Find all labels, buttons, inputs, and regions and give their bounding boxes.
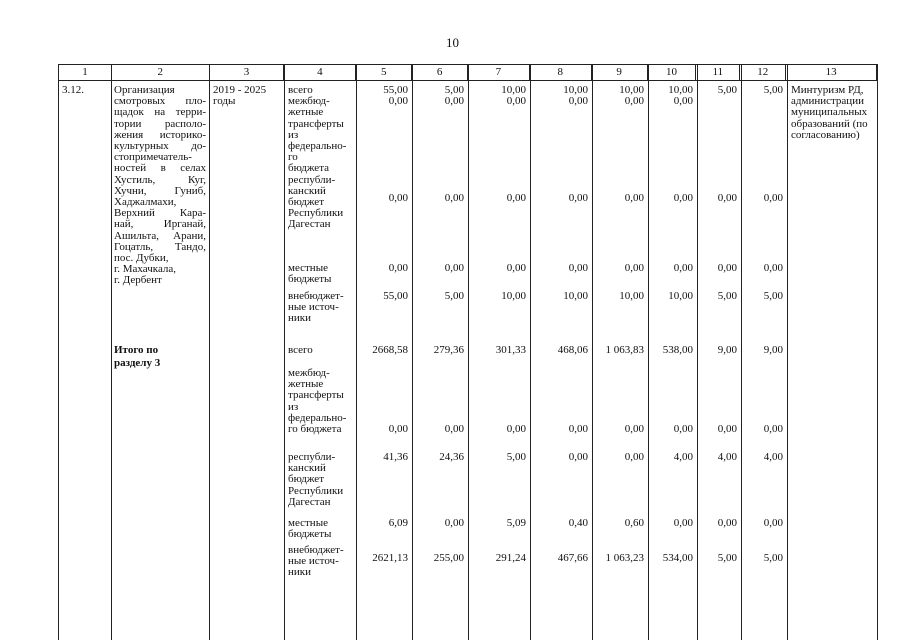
- total-value-cell: 41,36: [383, 451, 408, 463]
- row312-value-cell: 10,00: [501, 84, 526, 96]
- row312-value-cell: 5,00: [444, 84, 464, 96]
- measure-name-line: Организация: [114, 84, 175, 96]
- responsible-line: муниципальных: [791, 106, 868, 119]
- total-value-cell: 2668,58: [372, 344, 408, 356]
- total-label: Итого по: [114, 344, 159, 356]
- total-value-cell: 467,66: [557, 552, 588, 564]
- column-divider: [58, 64, 59, 640]
- total-source-label: бюджеты: [288, 528, 332, 541]
- total-source-label: трансферты: [288, 389, 344, 402]
- header-cell-6: 6: [412, 65, 468, 80]
- measure-name-line: пос. Дубки,: [114, 252, 169, 264]
- row312-value-cell: 0,00: [763, 192, 783, 204]
- header-cell-3: 3: [210, 65, 285, 80]
- measure-name-line: Ашильта, Арани,: [114, 229, 206, 242]
- measure-name-line: Гоцатль, Тандо,: [114, 240, 206, 253]
- total-value-cell: 301,33: [495, 344, 526, 356]
- row312-value-cell: 0,00: [568, 95, 588, 108]
- row312-value-cell: 0,00: [673, 95, 693, 108]
- row312-source-label: внебюджет-: [288, 290, 344, 302]
- total-source-label: межбюд-: [288, 367, 330, 379]
- total-value-cell: 6,09: [388, 517, 408, 529]
- header-cell-2: 2: [112, 65, 210, 80]
- total-value-cell: 0,00: [568, 423, 588, 435]
- row312-source-label: жетные: [288, 106, 324, 119]
- row312-value-cell: 0,00: [506, 95, 526, 108]
- responsible-line: образований (по: [791, 117, 868, 130]
- measure-name-line: щадок на терри-: [114, 106, 206, 119]
- measure-name-line: тории располо-: [114, 117, 206, 130]
- row312-source-label: трансферты: [288, 117, 344, 130]
- measure-name-line: Хаджалмахи,: [114, 196, 177, 208]
- total-source-label: ники: [288, 566, 312, 579]
- responsible-line: администрации: [791, 95, 864, 108]
- column-divider: [284, 64, 285, 640]
- column-divider: [877, 64, 878, 640]
- header-cell-11: 11: [696, 65, 740, 80]
- row312-source-label: всего: [288, 84, 313, 96]
- total-value-cell: 0,00: [673, 423, 693, 435]
- total-value-cell: 0,00: [624, 451, 644, 463]
- total-value-cell: 4,00: [673, 451, 693, 463]
- total-source-label: го бюджета: [288, 423, 342, 435]
- header-cell-1: 1: [59, 65, 112, 80]
- row312-source-label: федерально-: [288, 140, 347, 152]
- row312-value-cell: 0,00: [717, 192, 737, 204]
- total-value-cell: 468,06: [557, 344, 588, 356]
- measure-name-line: най, Ирганай,: [114, 218, 206, 231]
- column-divider: [209, 64, 210, 640]
- row312-source-label: бюджеты: [288, 273, 332, 286]
- row312-value-cell: 0,00: [568, 192, 588, 204]
- total-value-cell: 0,00: [717, 423, 737, 435]
- total-source-label: федерально-: [288, 411, 347, 424]
- total-value-cell: 1 063,23: [605, 552, 644, 564]
- period-line: 2019 - 2025: [213, 84, 267, 96]
- total-value-cell: 0,00: [506, 423, 526, 435]
- measure-name-line: Верхний Кара-: [114, 207, 206, 220]
- total-value-cell: 0,00: [444, 517, 464, 529]
- total-value-cell: 534,00: [662, 552, 693, 564]
- row312-source-label: го: [288, 151, 298, 164]
- row312-source-label: Республики: [288, 207, 344, 220]
- row312-value-cell: 0,00: [444, 262, 464, 274]
- header-cell-10: 10: [648, 65, 697, 80]
- total-value-cell: 279,36: [433, 344, 464, 356]
- total-value-cell: 0,00: [763, 423, 783, 435]
- measure-name-line: смотровых пло-: [114, 95, 206, 108]
- total-value-cell: 5,09: [506, 517, 526, 529]
- row312-value-cell: 0,00: [624, 192, 644, 204]
- total-source-label: Республики: [288, 484, 344, 497]
- total-source-label: внебюджет-: [288, 544, 344, 556]
- total-value-cell: 0,00: [673, 517, 693, 529]
- header-cell-12: 12: [740, 65, 786, 80]
- row312-value-cell: 0,00: [444, 95, 464, 108]
- measure-name-line: стопримечатель-: [114, 151, 192, 164]
- total-source-label: ные источ-: [288, 555, 339, 568]
- header-cell-13: 13: [825, 66, 837, 78]
- total-value-cell: 24,36: [439, 451, 464, 463]
- total-value-cell: 9,00: [717, 344, 737, 356]
- row312-value-cell: 10,00: [563, 290, 588, 302]
- row312-value-cell: 0,00: [506, 192, 526, 204]
- header-cell-9: 9: [592, 65, 648, 80]
- row312-value-cell: 0,00: [388, 95, 408, 108]
- row312-value-cell: 0,00: [506, 262, 526, 274]
- row312-source-label: канский: [288, 184, 326, 197]
- header-cell-7: 7: [468, 65, 530, 80]
- row312-source-label: бюджет: [288, 196, 324, 208]
- total-value-cell: 255,00: [433, 552, 464, 564]
- total-source-label: всего: [288, 344, 313, 356]
- period-line: годы: [213, 95, 236, 108]
- row312-value-cell: 0,00: [624, 95, 644, 108]
- row312-value-cell: 5,00: [717, 290, 737, 302]
- measure-name-line: г. Махачкала,: [114, 263, 177, 276]
- row312-value-cell: 55,00: [383, 290, 408, 302]
- total-value-cell: 0,60: [624, 517, 644, 529]
- total-value-cell: 4,00: [763, 451, 783, 463]
- header-cell-5: 5: [356, 65, 412, 80]
- row312-value-cell: 55,00: [383, 84, 408, 96]
- total-value-cell: 2621,13: [372, 552, 408, 564]
- row312-value-cell: 0,00: [388, 262, 408, 274]
- total-value-cell: 0,00: [624, 423, 644, 435]
- row312-value-cell: 5,00: [444, 290, 464, 302]
- total-source-label: жетные: [288, 378, 324, 391]
- page-number: 10: [446, 35, 459, 50]
- row312-value-cell: 10,00: [619, 84, 644, 96]
- row312-value-cell: 0,00: [388, 192, 408, 204]
- row312-value-cell: 10,00: [501, 290, 526, 302]
- total-value-cell: 5,00: [763, 552, 783, 564]
- total-source-label: канский: [288, 462, 326, 475]
- total-value-cell: 0,00: [717, 517, 737, 529]
- row312-value-cell: 0,00: [673, 192, 693, 204]
- row312-source-label: бюджета: [288, 162, 330, 175]
- row312-value-cell: 10,00: [668, 290, 693, 302]
- total-label: разделу 3: [114, 357, 161, 369]
- header-cell-8: 8: [530, 65, 592, 80]
- total-value-cell: 291,24: [495, 552, 526, 564]
- total-value-cell: 0,00: [763, 517, 783, 529]
- row-number: 3.12.: [62, 84, 84, 96]
- total-value-cell: 9,00: [763, 344, 783, 356]
- total-value-cell: 5,00: [506, 451, 526, 463]
- row312-source-label: Дагестан: [288, 218, 331, 231]
- row312-value-cell: 10,00: [563, 84, 588, 96]
- measure-name-line: ностей в селах: [114, 162, 206, 175]
- total-source-label: Дагестан: [288, 495, 331, 508]
- row312-value-cell: 0,00: [568, 262, 588, 274]
- responsible-line: согласованию): [791, 128, 860, 141]
- row312-value-cell: 5,00: [763, 290, 783, 302]
- measure-name-line: культурных до-: [114, 140, 206, 152]
- measure-name-line: Хучни, Гуниб,: [114, 184, 206, 197]
- total-value-cell: 4,00: [717, 451, 737, 463]
- total-source-label: из: [288, 400, 299, 413]
- total-value-cell: 538,00: [662, 344, 693, 356]
- total-value-cell: 0,00: [568, 451, 588, 463]
- measure-name-line: Хустиль, Куг,: [114, 173, 206, 186]
- column-divider: [787, 64, 788, 640]
- column-divider: [111, 64, 112, 640]
- row312-source-label: ные источ-: [288, 301, 339, 314]
- total-source-label: местные: [288, 517, 328, 529]
- row312-source-label: из: [288, 128, 299, 141]
- row312-value-cell: 0,00: [763, 262, 783, 274]
- row312-value-cell: 0,00: [673, 262, 693, 274]
- total-value-cell: 0,40: [568, 517, 588, 529]
- total-source-label: республи-: [288, 451, 336, 463]
- total-value-cell: 0,00: [388, 423, 408, 435]
- total-value-cell: 0,00: [444, 423, 464, 435]
- measure-name-line: г. Дербент: [114, 274, 162, 287]
- row312-source-label: республи-: [288, 173, 336, 186]
- measure-name-line: жения историко-: [114, 128, 206, 141]
- row312-value-cell: 0,00: [624, 262, 644, 274]
- total-value-cell: 1 063,83: [605, 344, 644, 356]
- row312-value-cell: 10,00: [619, 290, 644, 302]
- header-cell-4: 4: [284, 65, 356, 80]
- row312-value-cell: 5,00: [763, 84, 783, 96]
- row312-value-cell: 5,00: [717, 84, 737, 96]
- responsible-line: Минтуризм РД,: [791, 84, 864, 96]
- row312-source-label: межбюд-: [288, 95, 330, 108]
- row312-value-cell: 0,00: [444, 192, 464, 204]
- row312-source-label: ники: [288, 312, 312, 325]
- row312-value-cell: 10,00: [668, 84, 693, 96]
- row312-source-label: местные: [288, 262, 328, 274]
- row312-value-cell: 0,00: [717, 262, 737, 274]
- total-source-label: бюджет: [288, 473, 324, 486]
- total-value-cell: 5,00: [717, 552, 737, 564]
